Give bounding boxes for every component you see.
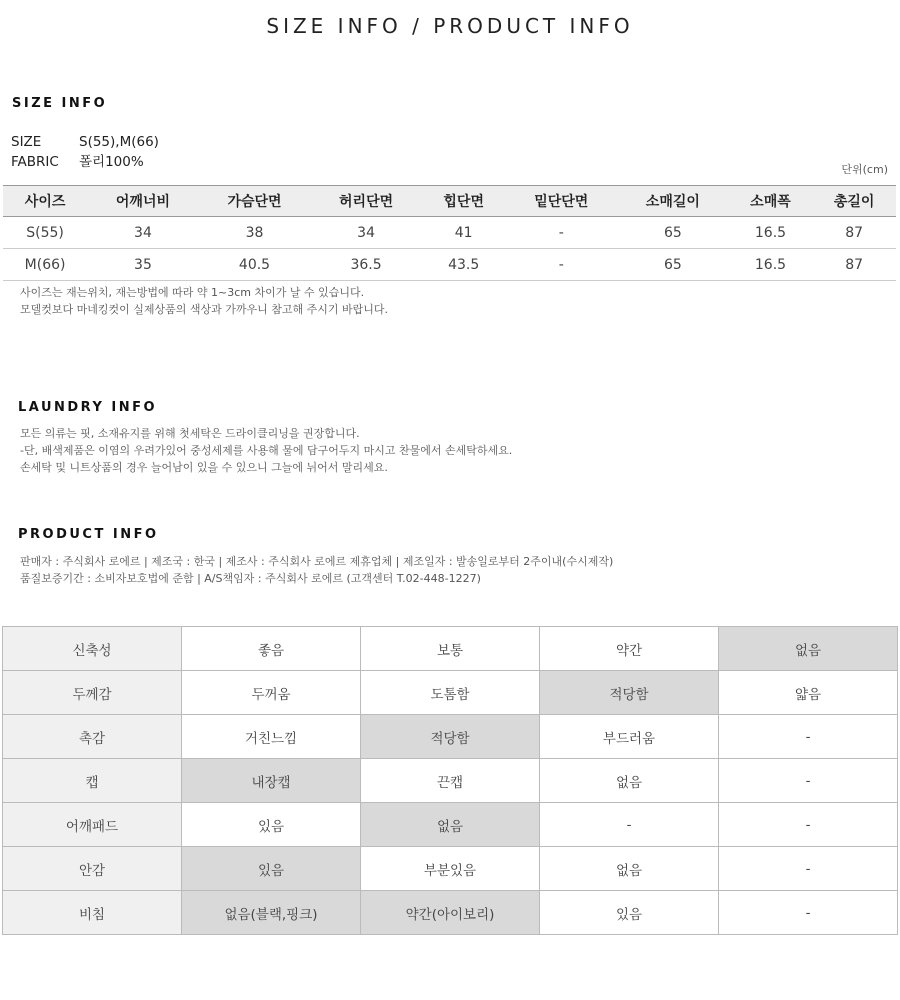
grade-option: 없음 — [540, 847, 719, 891]
column-header: 가슴단면 — [199, 186, 311, 217]
grade-option: 있음 — [182, 803, 361, 847]
grade-option: - — [719, 715, 898, 759]
grade-row — [3, 627, 898, 671]
column-header: 소매폭 — [729, 186, 813, 217]
laundry-note-line: 손세탁 및 니트상품의 경우 늘어남이 있을 수 있으니 그늘에 뉘어서 말리세요. — [20, 461, 388, 474]
grade-label: 두께감 — [3, 671, 182, 715]
table-cell: 87 — [812, 217, 896, 249]
table-cell: - — [506, 217, 618, 249]
column-header: 사이즈 — [3, 186, 87, 217]
grade-label: 어깨패드 — [3, 803, 182, 847]
column-header: 밑단단면 — [506, 186, 618, 217]
product-note-line: 품질보증기간 : 소비자보호법에 준함 | A/S책임자 : 주식회사 로에르 (고객센터 T.02-448-1227) — [20, 572, 481, 585]
grade-option: 적당함 — [540, 671, 719, 715]
grade-option: 내장캡 — [182, 759, 361, 803]
table-cell: 65 — [617, 249, 729, 281]
size-table — [3, 185, 896, 281]
laundry-note-line: -단, 배색제품은 이염의 우려가있어 중성세제를 사용해 물에 담구어두지 마시고 찬물에서 손세탁하세요. — [20, 444, 513, 457]
grade-option: 얇음 — [719, 671, 898, 715]
table-cell: 16.5 — [729, 249, 813, 281]
column-header: 소매길이 — [617, 186, 729, 217]
table-cell: 35 — [87, 249, 199, 281]
grade-option: 끈캡 — [361, 759, 540, 803]
fabric-value: 폴리100% — [79, 154, 144, 170]
grade-option: 약간 — [540, 627, 719, 671]
grade-option: - — [719, 759, 898, 803]
unit-label: 단위(cm) — [841, 163, 888, 176]
grade-label: 비침 — [3, 891, 182, 935]
grade-label: 신축성 — [3, 627, 182, 671]
table-cell: 65 — [617, 217, 729, 249]
grade-option: 부드러움 — [540, 715, 719, 759]
grade-option: 약간(아이보리) — [361, 891, 540, 935]
grade-option: 없음 — [719, 627, 898, 671]
grade-option: 있음 — [182, 847, 361, 891]
column-header: 허리단면 — [310, 186, 422, 217]
grade-option: 거친느낌 — [182, 715, 361, 759]
grade-row — [3, 759, 898, 803]
grade-row — [3, 715, 898, 759]
column-header: 힙단면 — [422, 186, 506, 217]
grade-option: 좋음 — [182, 627, 361, 671]
fabric-label: FABRIC — [11, 154, 59, 170]
laundry-note-line: 모든 의류는 핏, 소재유지를 위해 첫세탁은 드라이클리닝을 권장합니다. — [20, 427, 360, 440]
grade-row — [3, 671, 898, 715]
table-cell: 87 — [812, 249, 896, 281]
grade-row — [3, 891, 898, 935]
table-row — [3, 217, 896, 249]
grade-table — [2, 626, 898, 935]
size-value: S(55),M(66) — [79, 134, 159, 150]
table-cell: M(66) — [3, 249, 87, 281]
table-cell: 36.5 — [310, 249, 422, 281]
table-cell: 34 — [310, 217, 422, 249]
grade-label: 캡 — [3, 759, 182, 803]
column-header: 총길이 — [812, 186, 896, 217]
table-cell: 40.5 — [199, 249, 311, 281]
grade-option: 도톰함 — [361, 671, 540, 715]
size-note-line: 사이즈는 재는위치, 재는방법에 따라 약 1~3cm 차이가 날 수 있습니다. — [20, 286, 365, 299]
grade-option: 있음 — [540, 891, 719, 935]
product-info-heading: PRODUCT INFO — [18, 527, 159, 542]
table-cell: 16.5 — [729, 217, 813, 249]
grade-option: 적당함 — [361, 715, 540, 759]
size-info-heading: SIZE INFO — [12, 96, 108, 111]
product-note-line: 판매자 : 주식회사 로에르 | 제조국 : 한국 | 제조사 : 주식회사 로에르 제휴업체 | 제조일자 : 발송일로부터 2주이내(수시제작) — [20, 555, 614, 568]
laundry-notes — [20, 425, 512, 476]
grade-option: 없음 — [361, 803, 540, 847]
grade-option: 두꺼움 — [182, 671, 361, 715]
table-cell: S(55) — [3, 217, 87, 249]
table-cell: - — [506, 249, 618, 281]
grade-option: 없음 — [540, 759, 719, 803]
page-title: SIZE INFO / PRODUCT INFO — [266, 14, 634, 38]
grade-option: 부분있음 — [361, 847, 540, 891]
grade-option: - — [540, 803, 719, 847]
grade-row — [3, 847, 898, 891]
product-notes — [20, 553, 613, 587]
grade-option: 없음(블랙,핑크) — [182, 891, 361, 935]
fabric-spec-row — [11, 150, 144, 170]
grade-option: - — [719, 847, 898, 891]
grade-row — [3, 803, 898, 847]
column-header: 어깨너비 — [87, 186, 199, 217]
grade-label: 안감 — [3, 847, 182, 891]
size-spec-row — [11, 134, 159, 150]
size-table-header-row — [3, 186, 896, 217]
table-cell: 43.5 — [422, 249, 506, 281]
grade-option: - — [719, 891, 898, 935]
size-label: SIZE — [11, 134, 42, 150]
size-notes — [20, 284, 388, 318]
table-cell: 41 — [422, 217, 506, 249]
table-row — [3, 249, 896, 281]
size-note-line: 모델컷보다 마네킹컷이 실제상품의 색상과 가까우니 참고해 주시기 바랍니다. — [20, 303, 389, 316]
grade-option: 보통 — [361, 627, 540, 671]
table-cell: 38 — [199, 217, 311, 249]
table-cell: 34 — [87, 217, 199, 249]
laundry-info-heading: LAUNDRY INFO — [18, 400, 158, 415]
grade-option: - — [719, 803, 898, 847]
grade-label: 촉감 — [3, 715, 182, 759]
